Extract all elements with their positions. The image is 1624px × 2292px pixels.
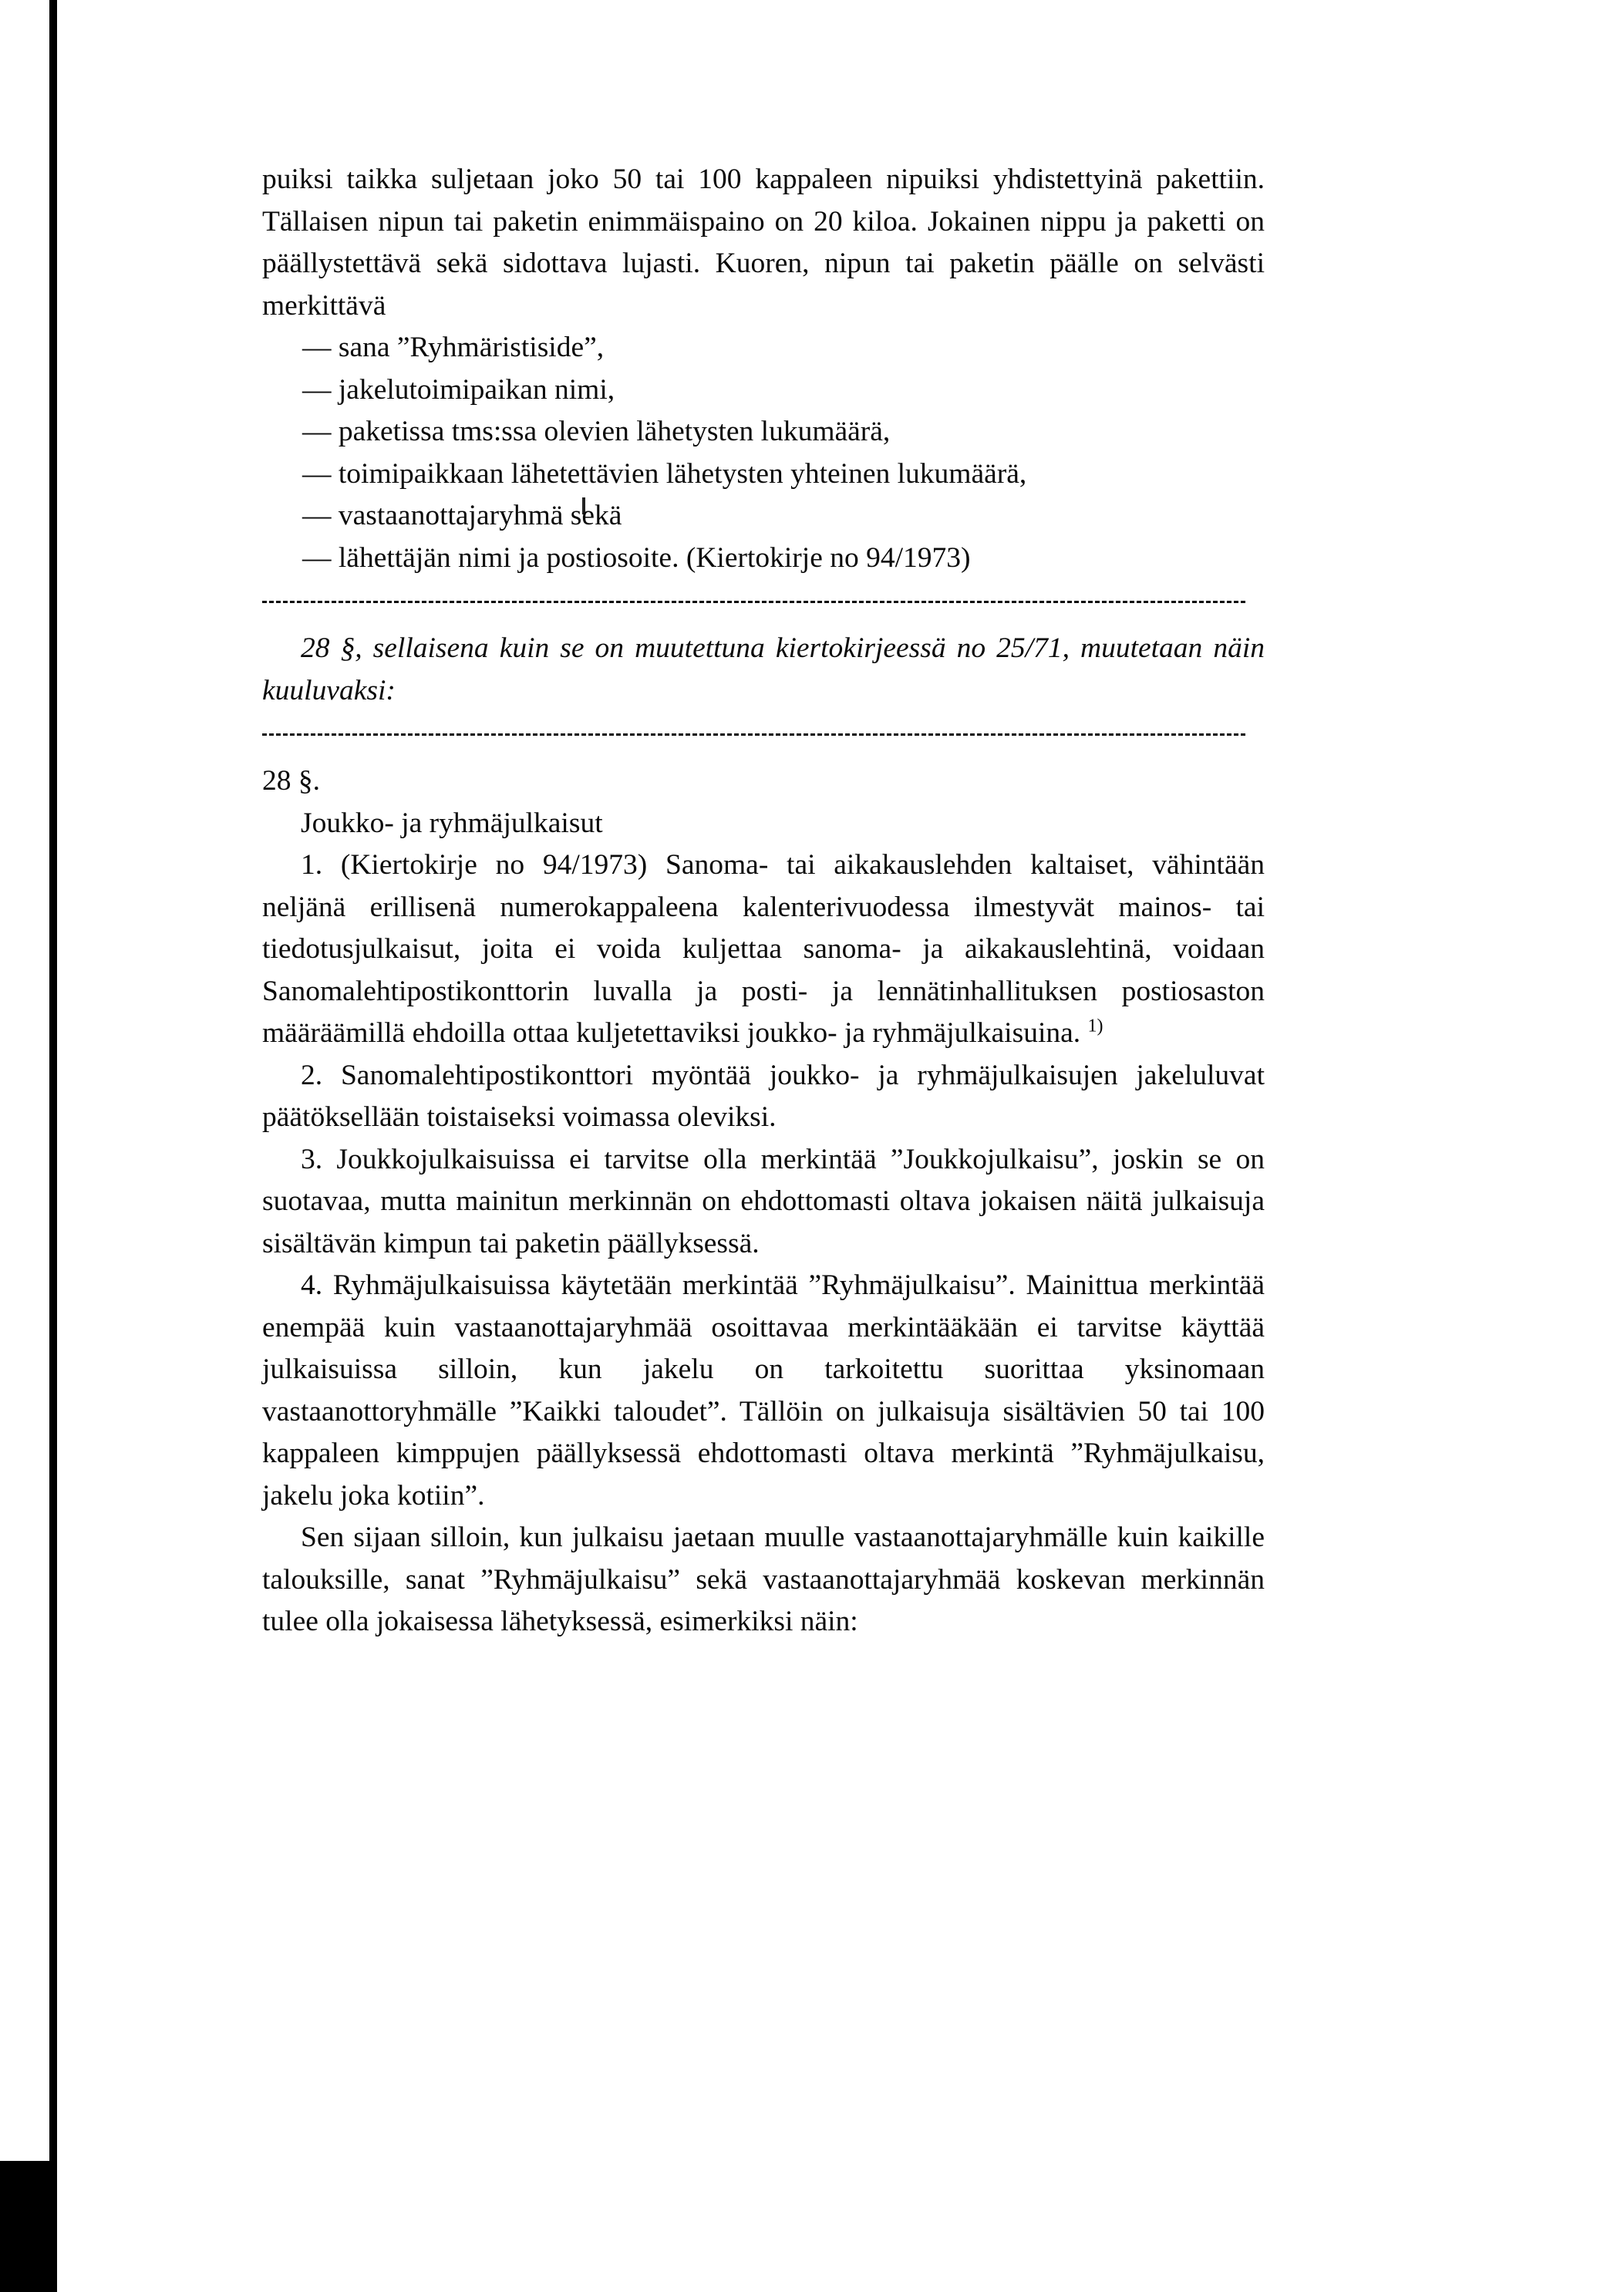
paragraph-5: Sen sijaan silloin, kun julkaisu jaetaan muulle vastaanottajaryhmälle kuin kaikille talouksille, sanat ”Ryhmäjulkaisu” sekä vastaanottajaryhmää koskevan merkinnän tulee olla jokaisessa lähetyksessä, esimerkiksi näin: <box>262 1522 1265 1637</box>
section-number: 28 §. <box>262 765 320 797</box>
section-title: Joukko- ja ryhmäjulkaisut <box>301 807 603 839</box>
paragraph-3: 3. Joukkojulkaisuissa ei tarvitse olla merkintää ”Joukkojulkaisu”, joskin se on suotavaa, mutta mainitun merkinnän on ehdottomasti oltava jokaisen näitä julkaisuja sisältävän kimpun tai paketin päällyksessä. <box>262 1143 1265 1259</box>
dashed-separator-bottom <box>262 733 1245 736</box>
list-item-jakelutoimipaikka: — jakelutoimipaikan nimi, <box>302 373 615 406</box>
document-body <box>262 159 1265 1643</box>
paragraph-2: 2. Sanomalehtipostikonttori myöntää joukko- ja ryhmäjulkaisujen jakeluluvat päätöksellään toistaiseksi voimassa oleviksi. <box>262 1059 1265 1133</box>
list-item-yhteinen-lukumaara: — toimipaikkaan lähetettävien lähetysten yhteinen lukumäärä, <box>302 457 1027 490</box>
dashed-separator-top <box>262 601 1245 603</box>
page-edge-strip <box>0 0 49 2161</box>
footnote-marker: 1) <box>1087 1016 1103 1036</box>
list-item-lahettaja: — lähettäjän nimi ja postiosoite. (Kiertokirje no 94/1973) <box>302 541 971 574</box>
paragraph-1-text: 1. (Kiertokirje no 94/1973) Sanoma- tai aikakauslehden kaltaiset, vähintään neljänä erillisenä numerokappaleena kalenterivuodessa ilmestyvät mainos- tai tiedotusjulkaisut, joita ei voida kuljettaa sanoma- ja aikakauslehtinä, voidaan Sanomalehtipostikonttorin luvalla ja posti- ja lennätinhallituksen postiosaston määräämillä ehdoilla ottaa kuljetettaviksi joukko- ja ryhmäjulkaisuina. <box>262 849 1265 1049</box>
paragraph-1 <box>262 844 1265 1055</box>
intro-paragraph: puiksi taikka suljetaan joko 50 tai 100 kappaleen nipuiksi yhdistettyinä pakettiin. Tällaisen nipun tai paketin enimmäispaino on 20 kiloa. Jokainen nippu ja paketti on päällystettävä sekä sidottava lujasti. Kuoren, nipun tai paketin päälle on selvästi merkittävä <box>262 163 1265 322</box>
amendment-note: 28 §, sellaisena kuin se on muutettuna kiertokirjeessä no 25/71, muutetaan näin kuuluvaksi: <box>262 632 1265 706</box>
list-item-lahetysten-lukumaara: — paketissa tms:ssa olevien lähetysten lukumäärä, <box>302 416 891 447</box>
paragraph-4: 4. Ryhmäjulkaisuissa käytetään merkintää ”Ryhmäjulkaisu”. Mainittua merkintää enempää kuin vastaanottajaryhmää osoittavaa merkintääkään ei tarvitse käyttää julkaisuissa silloin, kun jakelu on tarkoitettu suorittaa yksinomaan vastaanottoryhmälle ”Kaikki taloudet”. Tällöin on julkaisuja sisältävien 50 tai 100 kappaleen kimppujen päällyksessä ehdottomasti oltava merkintä ”Ryhmäjulkaisu, jakelu joka kotiin”. <box>262 1269 1265 1512</box>
list-item-vastaanottajaryhma: — vastaanottajaryhmä sekä <box>302 500 622 531</box>
list-item-sana: — sana ”Ryhmäristiside”, <box>302 332 605 363</box>
